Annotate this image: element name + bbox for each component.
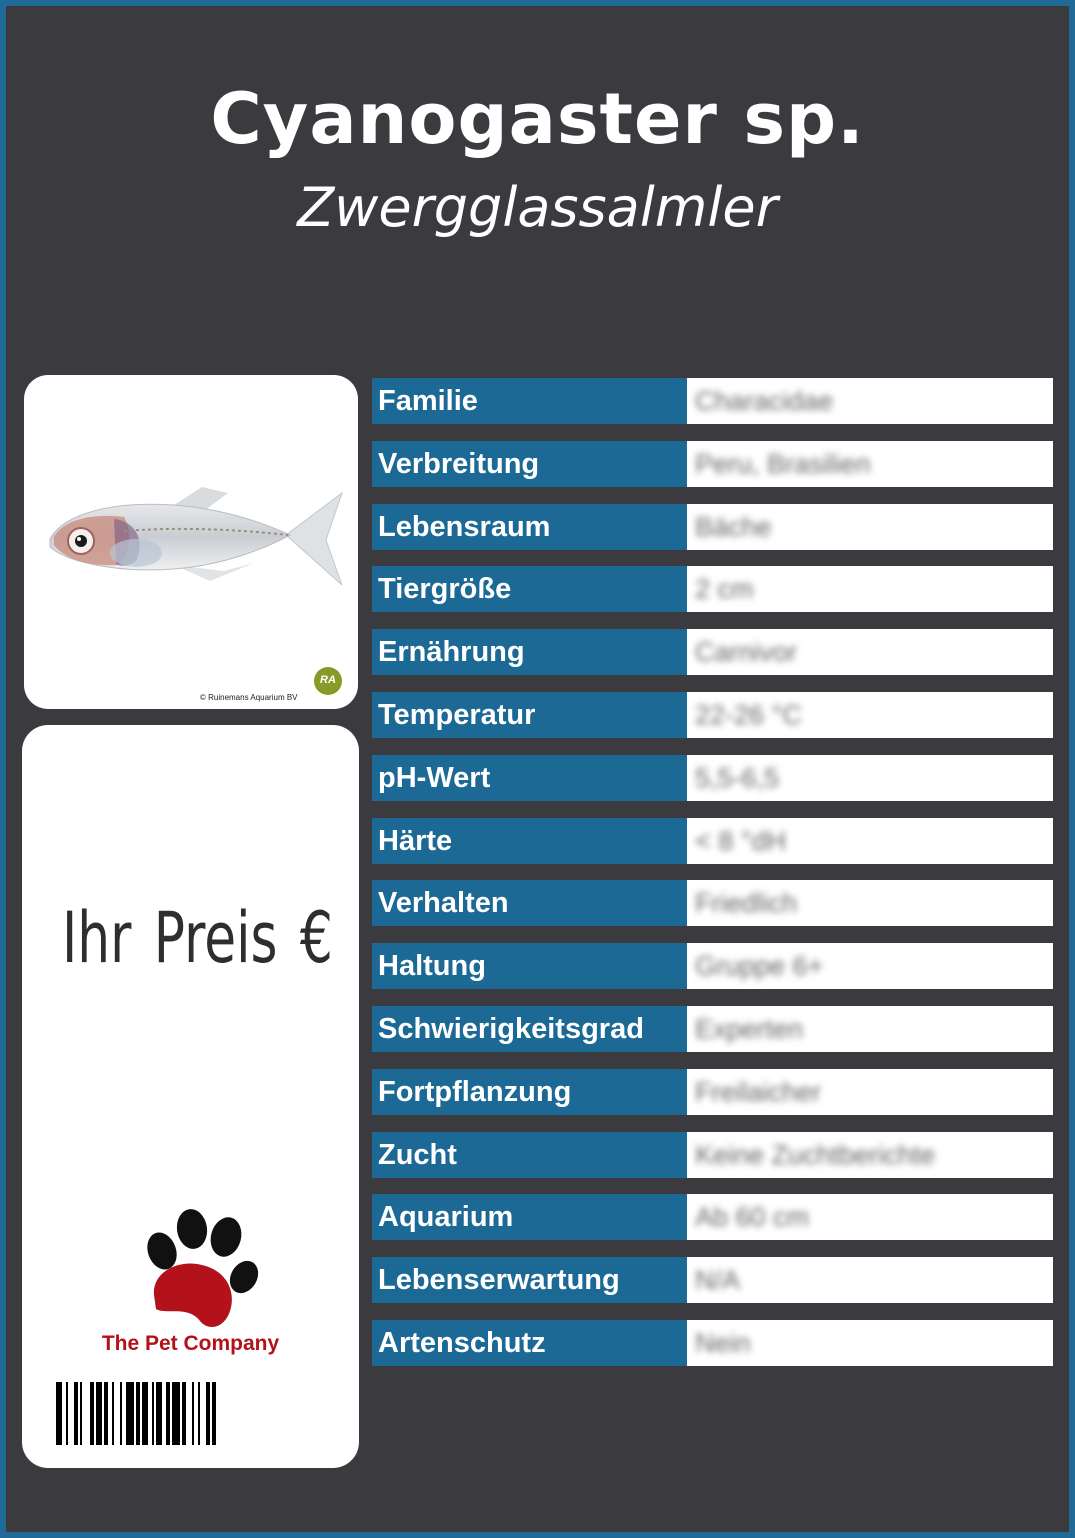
barcode-bar <box>80 1382 82 1445</box>
info-row-value: Freilaicher <box>695 1077 822 1107</box>
info-row-value: 22-26 °C <box>695 700 802 730</box>
barcode-bar <box>90 1382 94 1445</box>
company-name: The Pet Company <box>101 1332 280 1355</box>
info-row-value: Ab 60 cm <box>695 1202 810 1232</box>
barcode-bar <box>182 1382 186 1445</box>
info-row-label: Tiergröße <box>372 566 687 612</box>
info-row-value: Keine Zuchtberichte <box>695 1140 936 1170</box>
info-row-value-cell <box>687 880 1053 926</box>
fish-photo-panel <box>24 375 358 709</box>
barcode-bar <box>126 1382 134 1445</box>
info-row-label: Familie <box>372 378 687 424</box>
barcode-bar <box>56 1382 62 1445</box>
info-row-value-cell <box>687 1132 1053 1178</box>
price-label: Ihr Preis € <box>62 897 333 979</box>
info-row-value-cell <box>687 1069 1053 1115</box>
price-panel <box>22 725 359 1468</box>
info-row-value: Characidae <box>695 386 834 416</box>
info-row-label: Temperatur <box>372 692 687 738</box>
barcode-icon <box>56 1382 332 1445</box>
info-row <box>372 1006 1053 1052</box>
info-row-value: 5,5-6,5 <box>695 763 780 793</box>
info-row-value: N/A <box>695 1265 741 1295</box>
info-row-value: Experten <box>695 1014 804 1044</box>
info-row-value-cell <box>687 441 1053 487</box>
info-row-label: Fortpflanzung <box>372 1069 687 1115</box>
info-row-value-cell <box>687 1320 1053 1366</box>
info-row-label: Lebenserwartung <box>372 1257 687 1303</box>
info-row-value-cell <box>687 818 1053 864</box>
info-row-label: Artenschutz <box>372 1320 687 1366</box>
photo-copyright: © Ruinemans Aquarium BV <box>200 693 298 702</box>
info-row <box>372 629 1053 675</box>
barcode-bar <box>120 1382 122 1445</box>
info-row <box>372 943 1053 989</box>
info-row <box>372 1069 1053 1115</box>
ruinemans-logo-text: RA <box>320 674 336 686</box>
info-row-label: Verbreitung <box>372 441 687 487</box>
info-row <box>372 1320 1053 1366</box>
info-row-label: Lebensraum <box>372 504 687 550</box>
barcode-bar <box>74 1382 78 1445</box>
barcode-bar <box>112 1382 114 1445</box>
species-title: Cyanogaster sp. <box>210 78 865 160</box>
info-row <box>372 755 1053 801</box>
info-row-value-cell <box>687 943 1053 989</box>
barcode-bar <box>96 1382 102 1445</box>
info-row-value: Nein <box>695 1328 751 1358</box>
barcode-bar <box>104 1382 108 1445</box>
barcode-bar <box>152 1382 154 1445</box>
barcode-bar <box>206 1382 210 1445</box>
info-row <box>372 566 1053 612</box>
barcode-bar <box>156 1382 162 1445</box>
species-common-name: Zwergglassalmler <box>297 176 778 239</box>
info-row-label: Härte <box>372 818 687 864</box>
info-row-value: Bäche <box>695 512 772 542</box>
info-row <box>372 692 1053 738</box>
info-row <box>372 378 1053 424</box>
info-row-label: Zucht <box>372 1132 687 1178</box>
fish-image <box>24 435 358 685</box>
info-row-value: 2 cm <box>695 574 754 604</box>
info-row-value-cell <box>687 692 1053 738</box>
barcode-bar <box>212 1382 216 1445</box>
barcode-bar <box>66 1382 68 1445</box>
info-row-value-cell <box>687 629 1053 675</box>
info-row <box>372 1194 1053 1240</box>
info-row-label: Schwierigkeitsgrad <box>372 1006 687 1052</box>
info-row-value: Friedlich <box>695 888 798 918</box>
info-row-value-cell <box>687 504 1053 550</box>
info-row-value-cell <box>687 755 1053 801</box>
info-row-label: pH-Wert <box>372 755 687 801</box>
info-row-value: Carnivor <box>695 637 798 667</box>
ruinemans-logo <box>314 667 342 695</box>
barcode-bar <box>172 1382 180 1445</box>
info-row-value-cell <box>687 1194 1053 1240</box>
info-row-label: Verhalten <box>372 880 687 926</box>
info-row <box>372 441 1053 487</box>
info-row-value: < 8 °dH <box>695 826 787 856</box>
info-row-label: Ernährung <box>372 629 687 675</box>
info-row-value-cell <box>687 378 1053 424</box>
info-row-value: Peru, Brasilien <box>695 449 871 479</box>
paw-icon <box>132 1205 272 1335</box>
barcode-bar <box>136 1382 140 1445</box>
info-row-value-cell <box>687 1257 1053 1303</box>
barcode-bar <box>166 1382 170 1445</box>
info-row-value: Gruppe 6+ <box>695 951 824 981</box>
barcode-bar <box>192 1382 194 1445</box>
info-row-label: Aquarium <box>372 1194 687 1240</box>
barcode-bar <box>142 1382 148 1445</box>
barcode-bar <box>198 1382 200 1445</box>
info-row <box>372 1132 1053 1178</box>
info-row-value-cell <box>687 566 1053 612</box>
info-row <box>372 818 1053 864</box>
info-row-value-cell <box>687 1006 1053 1052</box>
info-row <box>372 504 1053 550</box>
info-row <box>372 1257 1053 1303</box>
info-row-label: Haltung <box>372 943 687 989</box>
info-row <box>372 880 1053 926</box>
